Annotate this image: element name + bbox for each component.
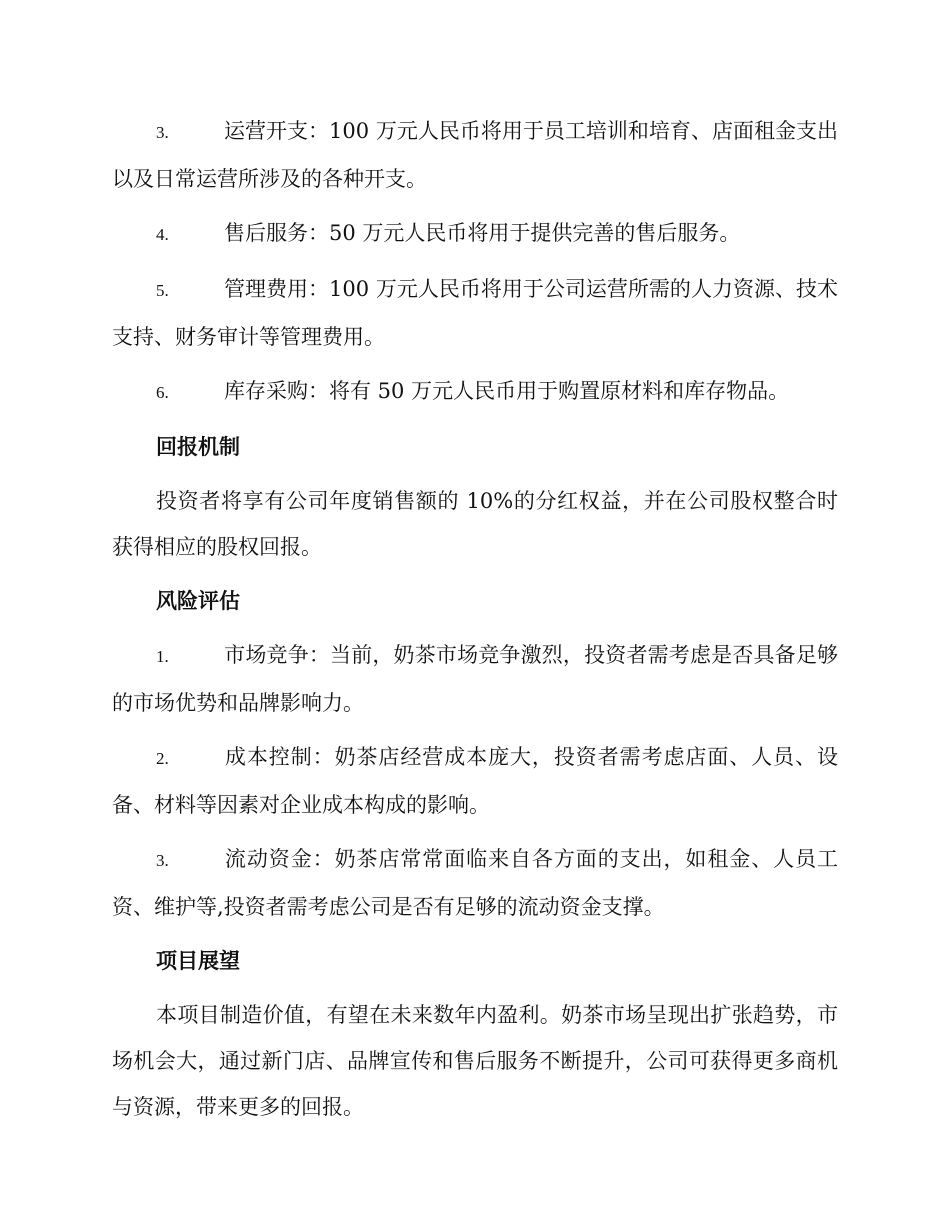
item-text: 库存采购：将有 50 万元人民币用于购置原材料和库存物品。 xyxy=(224,379,790,403)
expense-item-after-sales xyxy=(112,210,838,258)
risk-item-competition xyxy=(112,632,838,726)
expense-item-inventory xyxy=(112,368,838,416)
expense-item-operations xyxy=(112,108,838,202)
section-heading-return: 回报机制 xyxy=(156,435,240,459)
section-heading-outlook: 项目展望 xyxy=(156,949,240,973)
outlook-paragraph: 本项目制造价值，有望在未来数年内盈利。奶茶市场呈现出扩张趋势，市场机会大，通过新门店、品牌宣传和售后服务不断提升，公司可获得更多商机与资源，带来更多的回报。 xyxy=(112,1003,838,1119)
item-number: 3. xyxy=(156,123,169,142)
item-text: 成本控制：奶茶店经营成本庞大，投资者需考虑店面、人员、设备、材料等因素对企业成本构成的影响。 xyxy=(112,745,838,817)
risk-item-cash-flow xyxy=(112,836,838,930)
section-heading-risk: 风险评估 xyxy=(156,589,240,613)
item-number: 2. xyxy=(156,749,169,768)
item-text: 管理费用：100 万元人民币将用于公司运营所需的人力资源、技术支持、财务审计等管理费用。 xyxy=(112,277,838,349)
item-number: 3. xyxy=(156,851,169,870)
item-text: 运营开支：100 万元人民币将用于员工培训和培育、店面租金支出以及日常运营所涉及的各种开支。 xyxy=(112,119,838,191)
item-text: 市场竞争：当前，奶茶市场竞争激烈，投资者需考虑是否具备足够的市场优势和品牌影响力。 xyxy=(112,643,838,715)
item-number: 6. xyxy=(156,383,169,402)
item-text: 流动资金：奶茶店常常面临来自各方面的支出，如租金、人员工资、维护等,投资者需考虑公司是否有足够的流动资金支撑。 xyxy=(112,847,838,919)
return-paragraph: 投资者将享有公司年度销售额的 10%的分红权益，并在公司股权整合时获得相应的股权回报。 xyxy=(112,489,838,559)
expense-item-management xyxy=(112,266,838,360)
item-text: 售后服务：50 万元人民币将用于提供完善的售后服务。 xyxy=(224,221,741,245)
risk-item-cost-control xyxy=(112,734,838,828)
item-number: 4. xyxy=(156,225,169,244)
item-number: 1. xyxy=(156,647,169,666)
item-number: 5. xyxy=(156,281,169,300)
